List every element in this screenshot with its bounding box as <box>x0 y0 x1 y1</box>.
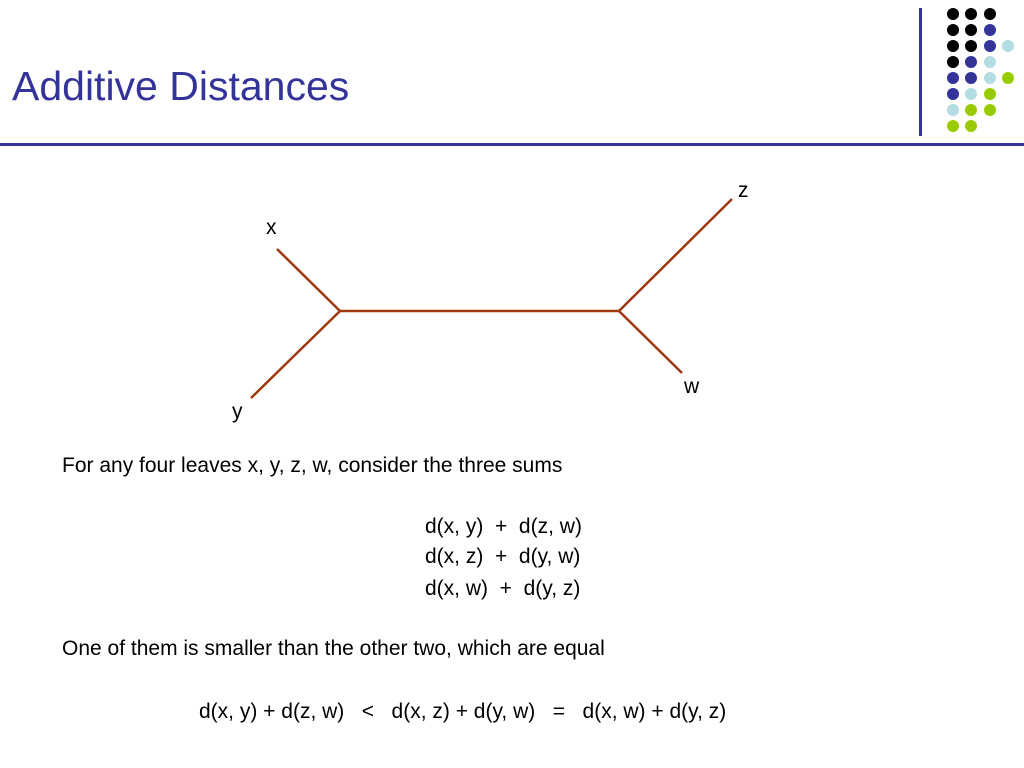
sum-line: d(x, w) + d(y, z) <box>425 577 581 600</box>
slide-title: Additive Distances <box>12 63 350 109</box>
inequality-text: d(x, y) + d(z, w) < d(x, z) + d(y, w) = d(x, w) + d(y, z) <box>199 700 727 723</box>
edge-y <box>251 311 340 398</box>
edge-z <box>619 199 732 311</box>
sum-line: d(x, z) + d(y, w) <box>425 545 581 568</box>
statement-text: One of them is smaller than the other two, which are equal <box>62 637 605 660</box>
leaf-label-w: w <box>684 375 700 398</box>
intro-text: For any four leaves x, y, z, w, consider the three sums <box>62 454 563 477</box>
leaf-label-x: x <box>266 216 277 239</box>
leaf-label-z: z <box>738 179 749 202</box>
sum-line: d(x, y) + d(z, w) <box>425 515 582 538</box>
edge-w <box>619 311 682 373</box>
leaf-label-y: y <box>232 400 243 423</box>
edge-x <box>277 249 340 311</box>
